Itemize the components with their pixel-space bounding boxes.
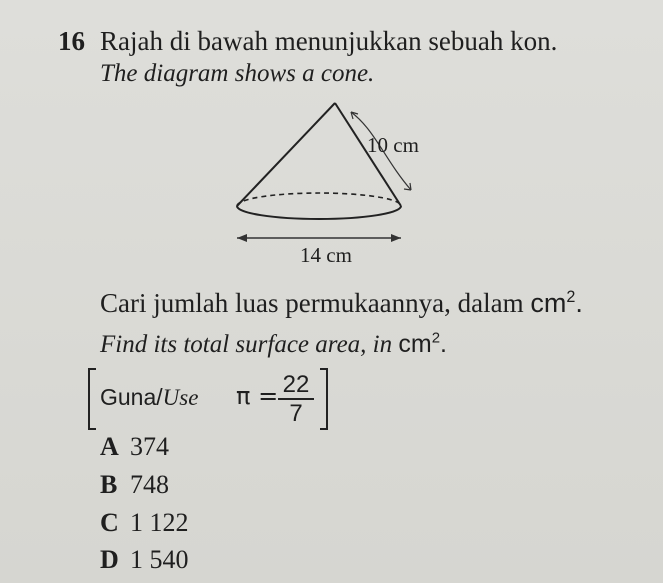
- option-a[interactable]: A 374: [100, 432, 169, 461]
- pi-hint: [88, 368, 328, 430]
- question-ask-malay: [100, 288, 583, 319]
- hint-label: Guna/Use: [100, 384, 199, 410]
- ask-english-text: Find its total surface area, in: [100, 331, 393, 358]
- pi-fraction: [278, 372, 314, 428]
- slant-height-label: 10 cm: [367, 133, 419, 157]
- diameter-label: 14 cm: [300, 243, 352, 267]
- diameter-arrow-left: [237, 234, 247, 242]
- hint-bracket-left: [88, 368, 96, 430]
- fraction-numerator: 22: [278, 372, 314, 400]
- hint-bracket-right: [320, 368, 328, 430]
- ask-english-unit: $cm^2$.: [398, 329, 447, 358]
- question-ask-english: [100, 330, 447, 359]
- cone-base-front: [237, 206, 401, 219]
- question-number: 16: [58, 26, 85, 56]
- cone-base-back: [237, 193, 401, 206]
- question-text-english: The diagram shows a cone.: [100, 60, 375, 87]
- cone-left-edge: [237, 103, 335, 206]
- option-c[interactable]: C 1 122: [100, 508, 189, 537]
- option-b[interactable]: B 748: [100, 470, 169, 499]
- ask-malay-unit: $cm^2$.: [530, 288, 583, 318]
- ask-malay-text: Cari jumlah luas permukaannya, dalam: [100, 288, 524, 318]
- fraction-denominator: 7: [289, 400, 303, 427]
- question-text-malay: Rajah di bawah menunjukkan sebuah kon.: [100, 26, 558, 56]
- pi-symbol: π =: [236, 382, 279, 410]
- diameter-arrow-right: [391, 234, 401, 242]
- option-d[interactable]: D 1 540: [100, 545, 189, 574]
